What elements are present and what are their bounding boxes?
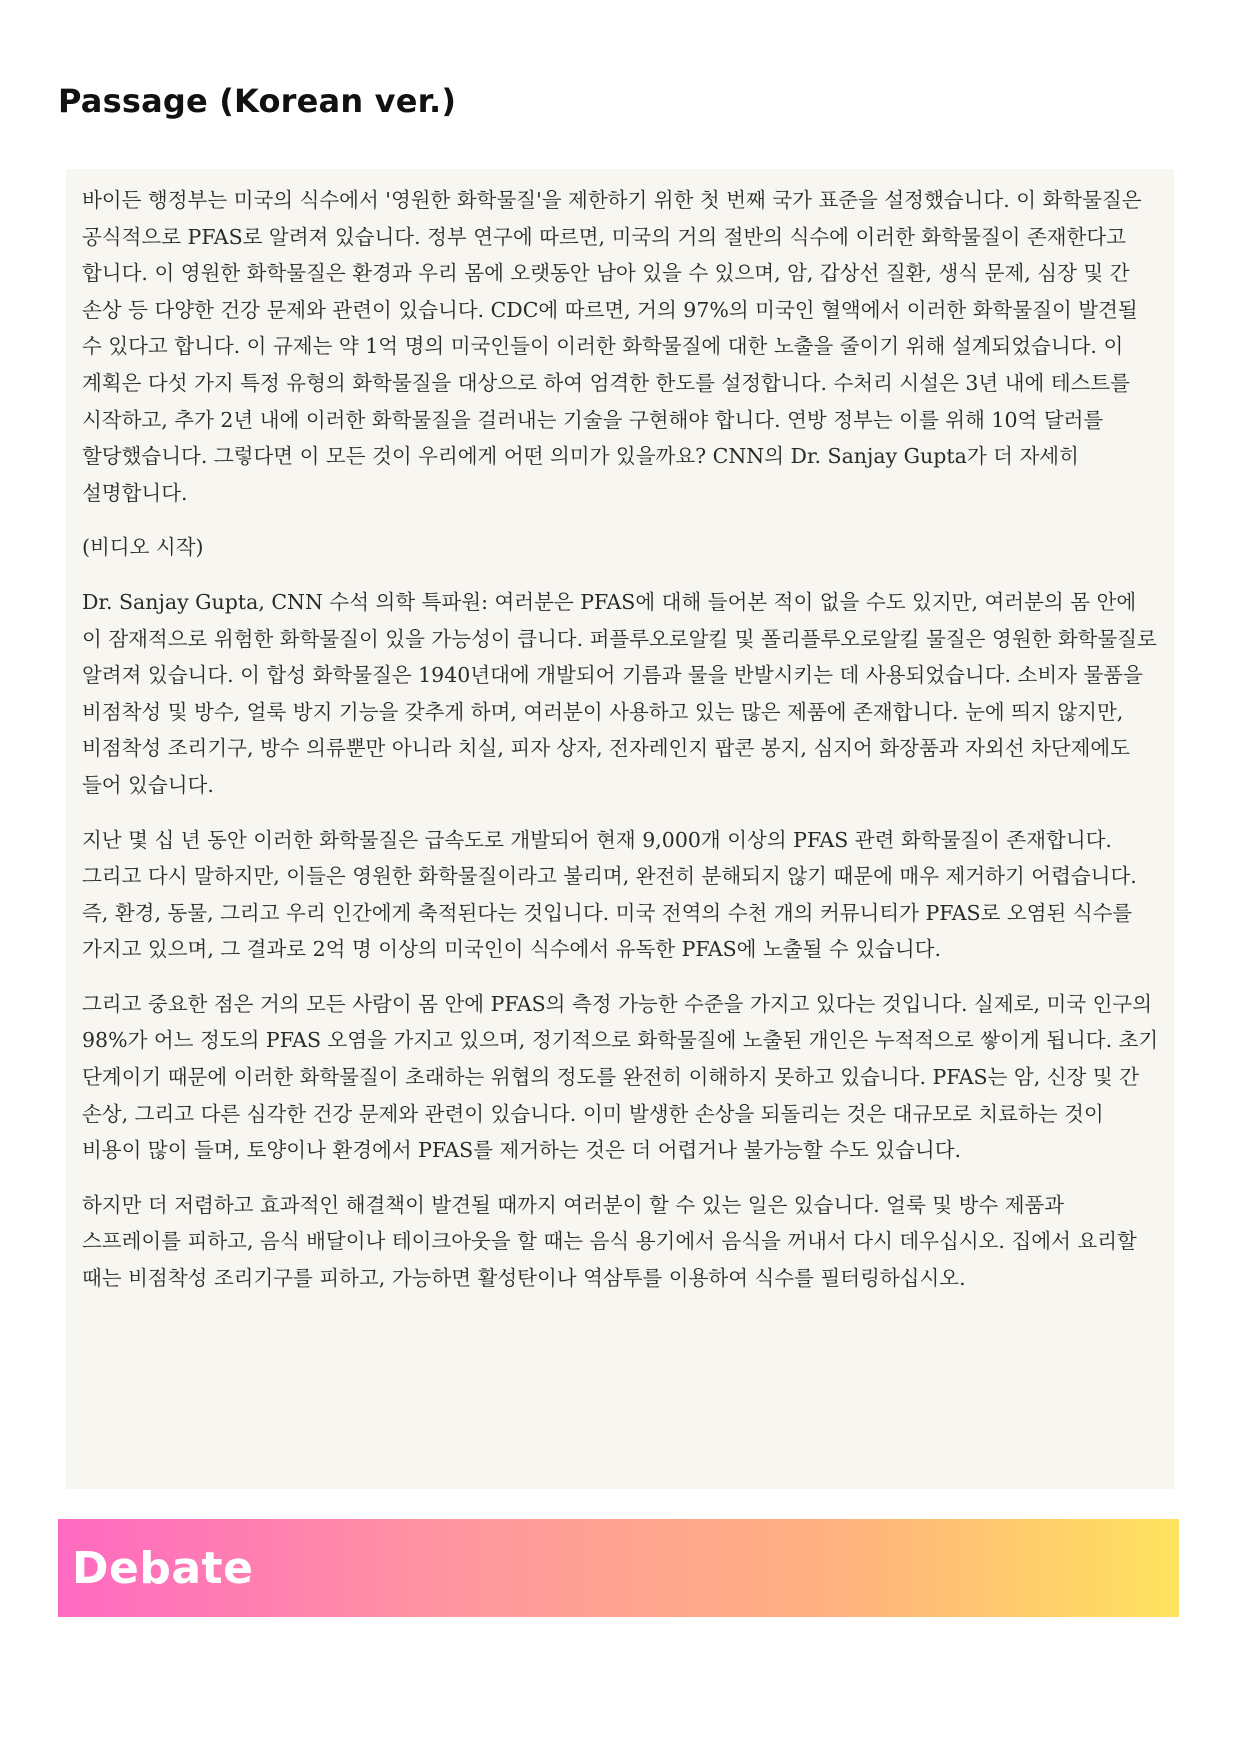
passage-paragraph: 하지만 더 저렴하고 효과적인 해결책이 발견될 때까지 여러분이 할 수 있는 일은 있습니다. 얼룩 및 방수 제품과 스프레이를 피하고, 음식 배달이나 테이크아웃을 할 때는 음식 용기에서 음식을 꺼내서 다시 데우십시오. 집에서 요리할 때는 비점착성 조리기구를 피하고, 가능하면 활성탄이나 역삼투를 이용하여 식수를 필터링하십시오. bbox=[82, 1192, 1137, 1291]
passage-paragraph: 바이든 행정부는 미국의 식수에서 '영원한 화학물질'을 제한하기 위한 첫 번째 국가 표준을 설정했습니다. 이 화학물질은 공식적으로 PFAS로 알려져 있습니다. 정부 연구에 따르면, 미국의 거의 절반의 식수에 이러한 화학물질이 존재한다고 합니다. 이 영원한 화학물질은 환경과 우리 몸에 오랫동안 남아 있을 수 있으며, 암, 갑상선 질환, 생식 문제, 심장 및 간 손상 등 다양한 건강 문제와 관련이 있습니다. CDC에 따르면, 거의 97%의 미국인 혈액에서 이러한 화학물질이 발견될 수 있다고 합니다. 이 규제는 약 1억 명의 미국인들이 이러한 화학물질에 대한 노출을 줄이기 위해 설계되었습니다. 이 계획은 다섯 가지 특정 유형의 화학물질을 대상으로 하여 엄격한 한도를 설정합니다. 수처리 시설은 3년 내에 테스트를 시작하고, 추가 2년 내에 이러한 화학물질을 걸러내는 기술을 구현해야 합니다. 연방 정부는 이를 위해 10억 달러를 할당했습니다. 그렇다면 이 모든 것이 우리에게 어떤 의미가 있을까요? CNN의 Dr. Sanjay Gupta가 더 자세히 설명합니다. bbox=[82, 188, 1142, 505]
passage-paragraph: Dr. Sanjay Gupta, CNN 수석 의학 특파원: 여러분은 PFAS에 대해 들어본 적이 없을 수도 있지만, 여러분의 몸 안에 이 잠재적으로 위험한 화학물질이 있을 가능성이 큽니다. 퍼플루오로알킬 및 폴리플루오로알킬 물질은 영원한 화학물질로 알려져 있습니다. 이 합성 화학물질은 1940년대에 개발되어 기름과 물을 반발시키는 데 사용되었습니다. 소비자 물품을 비점착성 및 방수, 얼룩 방지 기능을 갖추게 하며, 여러분이 사용하고 있는 많은 제품에 존재합니다. 눈에 띄지 않지만, 비점착성 조리기구, 방수 의류뿐만 아니라 치실, 피자 상자, 전자레인지 팝콘 봉지, 심지어 화장품과 자외선 차단제에도 들어 있습니다. bbox=[82, 589, 1157, 797]
debate-banner bbox=[58, 1519, 1179, 1617]
passage-paragraph: 그리고 중요한 점은 거의 모든 사람이 몸 안에 PFAS의 측정 가능한 수준을 가지고 있다는 것입니다. 실제로, 미국 인구의 98%가 어느 정도의 PFAS 오염을 가지고 있으며, 정기적으로 화학물질에 노출된 개인은 누적적으로 쌓이게 됩니다. 초기 단계이기 때문에 이러한 화학물질이 초래하는 위협의 정도를 완전히 이해하지 못하고 있습니다. PFAS는 암, 신장 및 간 손상, 그리고 다른 심각한 건강 문제와 관련이 있습니다. 이미 발생한 손상을 되돌리는 것은 대규모로 치료하는 것이 비용이 많이 들며, 토양이나 환경에서 PFAS를 제거하는 것은 더 어렵거나 불가능할 수도 있습니다. bbox=[82, 991, 1159, 1163]
debate-title: Debate bbox=[72, 1542, 254, 1594]
passage-paragraph: 지난 몇 십 년 동안 이러한 화학물질은 급속도로 개발되어 현재 9,000개 이상의 PFAS 관련 화학물질이 존재합니다. 그리고 다시 말하지만, 이들은 영원한 화학물질이라고 불리며, 완전히 분해되지 않기 때문에 매우 제거하기 어렵습니다. 즉, 환경, 동물, 그리고 우리 인간에게 축적된다는 것입니다. 미국 전역의 수천 개의 커뮤니티가 PFAS로 오염된 식수를 가지고 있으며, 그 결과로 2억 명 이상의 미국인이 식수에서 유독한 PFAS에 노출될 수 있습니다. bbox=[82, 827, 1137, 962]
passage-box bbox=[66, 169, 1174, 1489]
page-title: Passage (Korean ver.) bbox=[58, 82, 457, 120]
passage-paragraph: (비디오 시작) bbox=[82, 535, 204, 560]
